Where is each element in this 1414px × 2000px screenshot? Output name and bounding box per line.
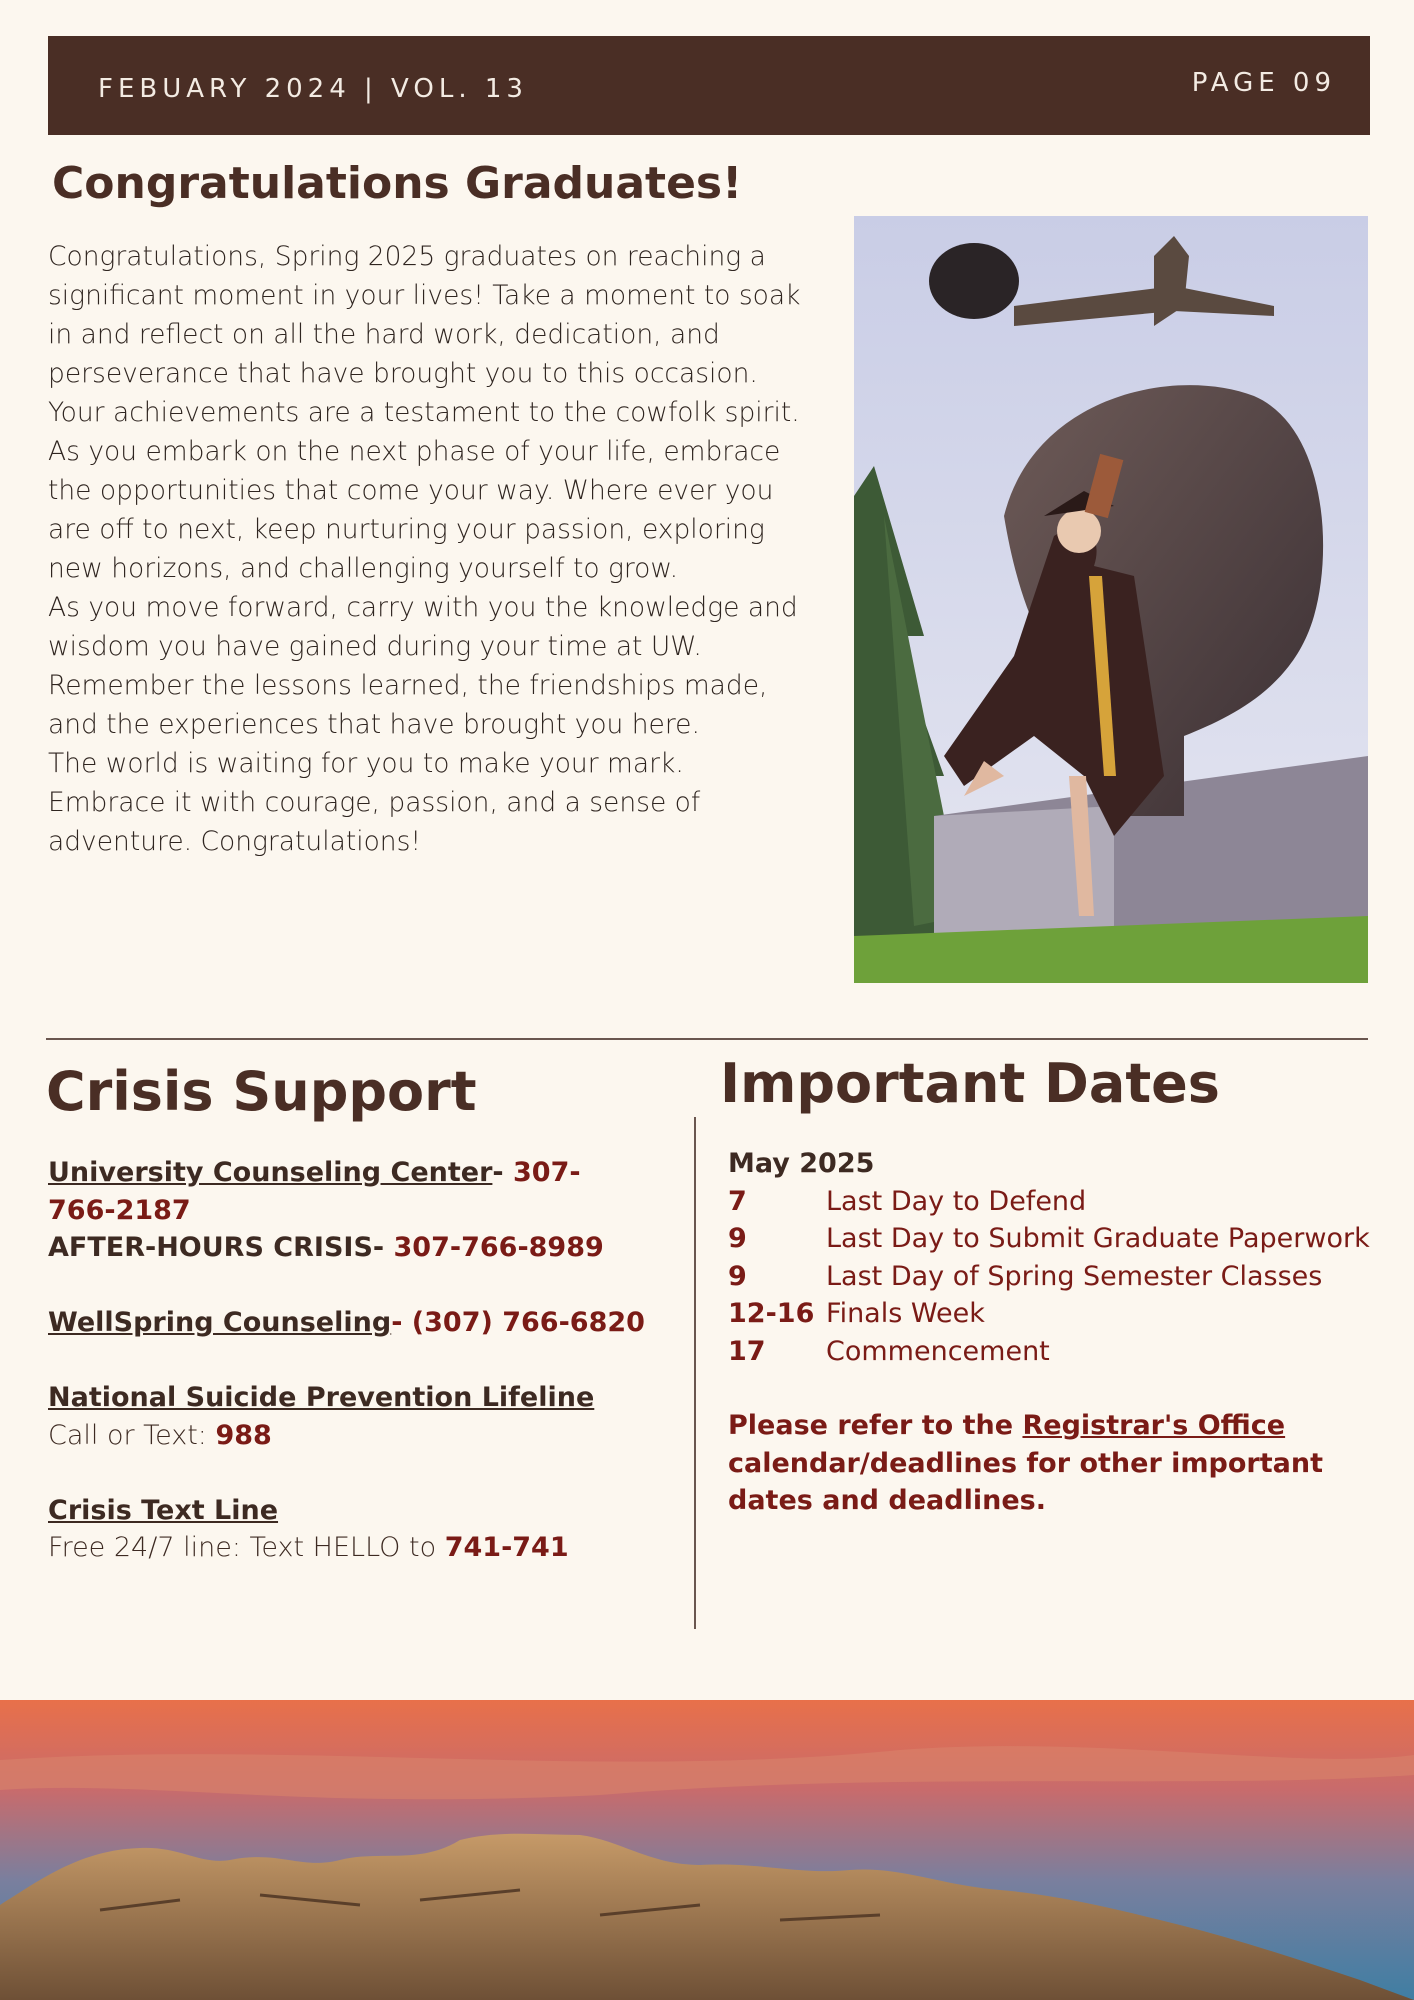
- lifeline-number: 988: [215, 1419, 272, 1451]
- crisis-text-entry: [48, 1492, 648, 1567]
- article-body: [48, 237, 808, 861]
- article-paragraph: As you move forward, carry with you the knowledge and wisdom you have gained during your time at UW. Remember the lessons learned, the friendships made, and the experiences that have brought you here.: [48, 592, 798, 740]
- date-row: [728, 1295, 1388, 1333]
- page-number: PAGE 09: [1191, 68, 1336, 98]
- dates-month: May 2025: [728, 1148, 875, 1179]
- lifeline-link[interactable]: National Suicide Prevention Lifeline: [48, 1382, 595, 1413]
- date-row: [728, 1183, 1388, 1221]
- date-day: 9: [728, 1223, 747, 1254]
- important-dates-list: [728, 1145, 1388, 1520]
- crisis-text-number: 741-741: [444, 1532, 569, 1563]
- registrar-office-link[interactable]: Registrar's Office: [1022, 1410, 1286, 1441]
- important-dates-title: Important Dates: [720, 1052, 1220, 1115]
- wellspring-entry: WellSpring Counseling- (307) 766-6820: [48, 1307, 645, 1338]
- date-row: [728, 1258, 1388, 1296]
- crisis-text-link[interactable]: Crisis Text Line: [48, 1494, 279, 1526]
- graduate-statue-photo: [854, 216, 1368, 983]
- date-day: 12-16: [728, 1298, 815, 1329]
- date-row: [728, 1333, 1388, 1371]
- lifeline-prefix: Call or Text:: [48, 1419, 216, 1451]
- wellspring-phone: (307) 766-6820: [411, 1307, 645, 1338]
- crisis-text-prefix: Free 24/7 line: Text HELLO to: [48, 1532, 445, 1563]
- after-hours-phone: 307-766-8989: [393, 1232, 604, 1263]
- date-event: Commencement: [826, 1335, 1050, 1367]
- column-divider: [694, 1117, 696, 1629]
- lifeline-entry: [48, 1379, 648, 1454]
- wellspring-link[interactable]: WellSpring Counseling: [48, 1307, 392, 1338]
- counseling-center-phone: 307-766-2187: [48, 1157, 581, 1226]
- date-event: Finals Week: [826, 1298, 985, 1329]
- counseling-center-entry: University Counseling Center- 307-766-2187 AFTER-HOURS CRISIS- 307-766-8989: [48, 1157, 604, 1263]
- crisis-support-list: [48, 1154, 648, 1604]
- date-event: Last Day to Defend: [826, 1185, 1087, 1217]
- issue-label: FEBUARY 2024 | VOL. 13: [98, 74, 528, 104]
- date-row: [728, 1220, 1388, 1258]
- article-paragraph: As you embark on the next phase of your life, embrace the opportunities that come your way. Where ever you are off to next, keep nurturing your passion, exploring new horizons, and challenging yourself to grow.: [48, 436, 781, 584]
- after-hours-label: AFTER-HOURS CRISIS-: [48, 1232, 394, 1263]
- date-day: 7: [728, 1185, 747, 1217]
- crisis-support-title: Crisis Support: [46, 1060, 477, 1123]
- article-paragraph: Congratulations, Spring 2025 graduates on reaching a significant moment in your lives! Take a moment to soak in and reflect on all the hard work, dedication, and perseverance that have brought you to this occasion. Your achievements are a testament to the cowfolk spirit.: [48, 241, 801, 428]
- counseling-center-link[interactable]: University Counseling Center: [48, 1157, 493, 1188]
- landscape-sunset-photo: [0, 1700, 1414, 2000]
- date-event: Last Day to Submit Graduate Paperwork: [826, 1223, 1370, 1254]
- date-day: 9: [728, 1260, 747, 1292]
- article-title: Congratulations Graduates!: [52, 158, 743, 209]
- date-day: 17: [728, 1335, 766, 1367]
- header-bar: [48, 36, 1370, 135]
- article-paragraph: The world is waiting for you to make your mark. Embrace it with courage, passion, and a sense of adventure. Congratulations!: [48, 748, 701, 857]
- section-divider: [46, 1038, 1368, 1040]
- date-event: Last Day of Spring Semester Classes: [826, 1260, 1323, 1292]
- registrar-note: Please refer to the Registrar's Office calendar/deadlines for other important dates and deadlines.: [728, 1410, 1323, 1516]
